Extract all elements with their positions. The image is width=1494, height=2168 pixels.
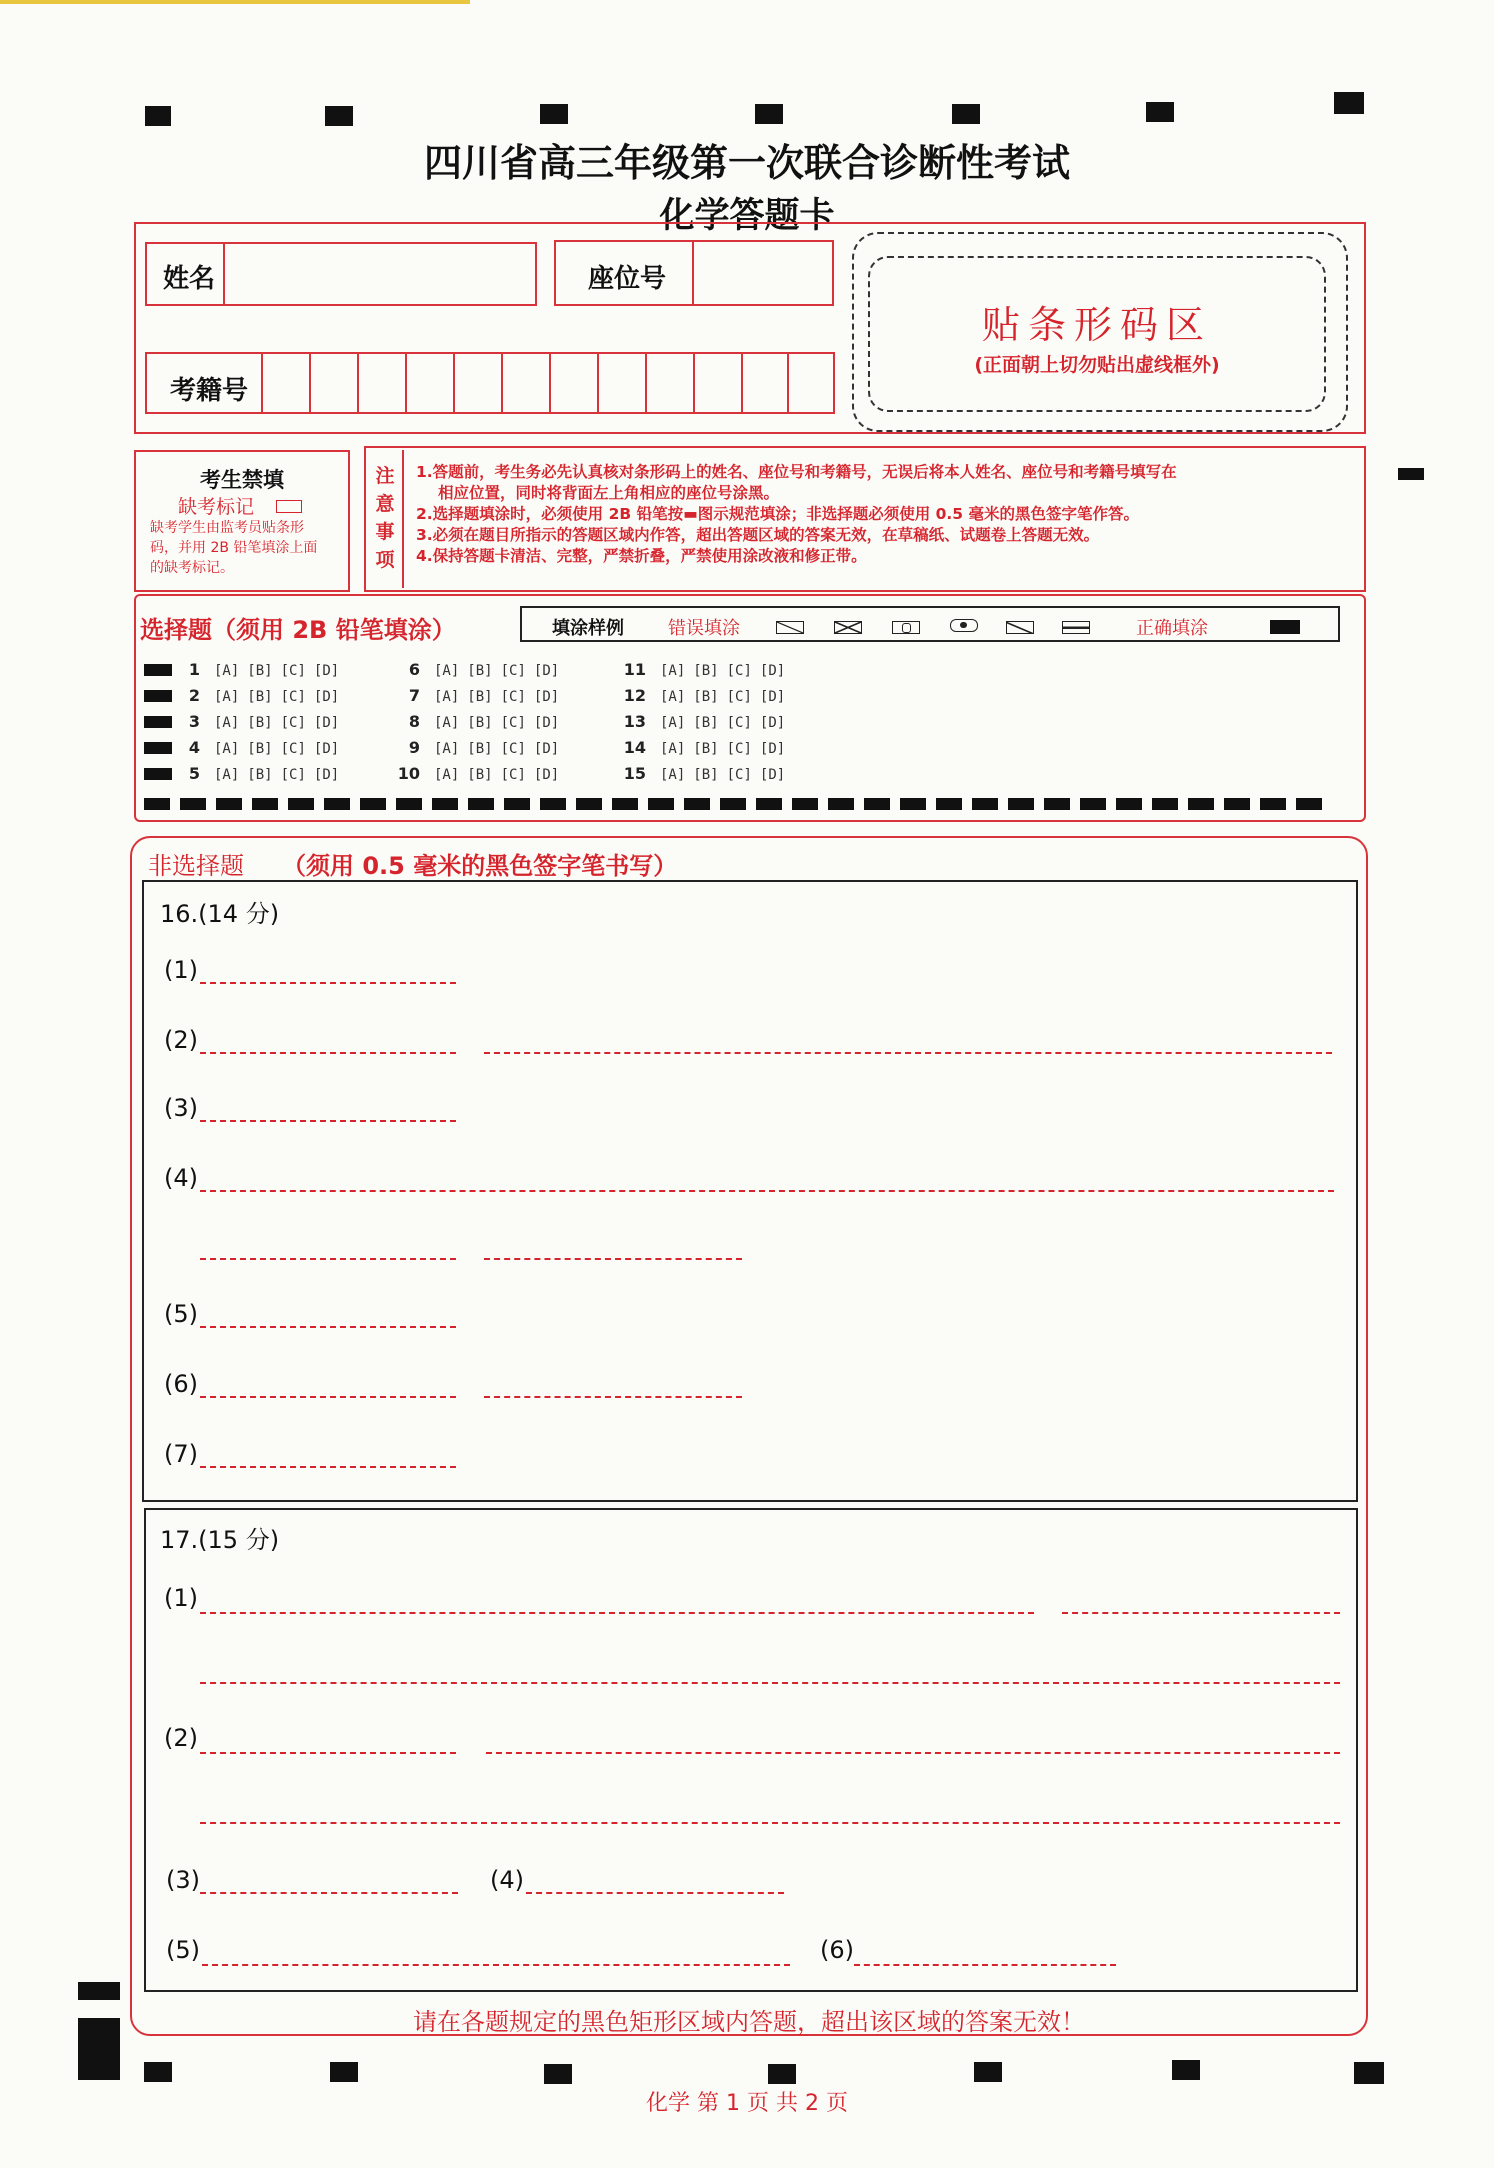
notice-label: 注 意 事 项 <box>375 465 395 571</box>
timing-mark <box>544 2064 572 2084</box>
answer-blank[interactable] <box>200 1258 456 1260</box>
q17-part-label: (6) <box>820 1936 854 1964</box>
nonmcq-title-note: （须用 0.5 毫米的黑色签字笔书写） <box>282 852 678 880</box>
q17-part-label: (5) <box>166 1936 200 1964</box>
answer-blank[interactable] <box>200 1682 1340 1684</box>
notice-label-divider <box>402 450 404 588</box>
answer-blank[interactable] <box>200 1326 456 1328</box>
mcq-question[interactable]: 9 [A] [B] [C] [D] <box>408 738 560 757</box>
answer-blank[interactable] <box>200 1612 1034 1614</box>
mcq-question[interactable]: 8 [A] [B] [C] [D] <box>408 712 560 731</box>
answer-area-warning: 请在各题规定的黑色矩形区域内答题，超出该区域的答案无效！ <box>413 2008 1085 2036</box>
absent-title: 考生禁填 <box>200 468 284 492</box>
mcq-question[interactable]: 4 [A] [B] [C] [D] <box>188 738 340 757</box>
answer-blank[interactable] <box>200 1120 456 1122</box>
wrong-fill-label: 错误填涂 <box>668 618 740 639</box>
mcq-question[interactable]: 5 [A] [B] [C] [D] <box>188 764 340 783</box>
wrong-fill-example-icon <box>834 621 862 634</box>
answer-blank[interactable] <box>200 1396 456 1398</box>
tape-strip <box>0 0 470 4</box>
wrong-fill-example-icon <box>950 619 978 632</box>
q17-part-label: (2) <box>164 1724 198 1752</box>
answer-blank[interactable] <box>526 1892 784 1894</box>
mcq-question[interactable]: 6 [A] [B] [C] [D] <box>408 660 560 679</box>
q17-part-label: (4) <box>490 1866 524 1894</box>
name-label: 姓名 <box>163 264 216 294</box>
absent-mark-label: 缺考标记 <box>178 496 255 518</box>
answer-blank[interactable] <box>854 1964 1116 1966</box>
answer-blank[interactable] <box>200 1190 1334 1192</box>
answer-blank[interactable] <box>486 1752 1340 1754</box>
fill-sample-label: 填涂样例 <box>552 618 624 639</box>
mcq-question[interactable]: 1 [A] [B] [C] [D] <box>188 660 340 679</box>
timing-mark <box>144 2062 172 2082</box>
mcq-question[interactable]: 3 [A] [B] [C] [D] <box>188 712 340 731</box>
answer-blank[interactable] <box>200 1052 456 1054</box>
q17-part-label: (3) <box>166 1866 200 1894</box>
wrong-fill-example-icon <box>1062 621 1090 634</box>
row-mark <box>144 690 172 702</box>
timing-mark <box>145 106 171 126</box>
answer-blank[interactable] <box>200 1752 456 1754</box>
answer-blank[interactable] <box>200 982 456 984</box>
barcode-note: (正面朝上切勿贴出虚线框外) <box>974 354 1220 376</box>
mcq-question[interactable]: 14 [A] [B] [C] [D] <box>623 738 786 757</box>
exam-title: 四川省高三年级第一次联合诊断性考试 <box>423 141 1070 185</box>
answer-blank[interactable] <box>200 1892 458 1894</box>
timing-mark <box>1172 2060 1200 2080</box>
q16-part-label: (5) <box>164 1300 198 1328</box>
answer-blank[interactable] <box>1062 1612 1340 1614</box>
timing-mark <box>1146 102 1174 122</box>
answer-blank[interactable] <box>202 1964 790 1966</box>
absent-mark-box[interactable] <box>276 500 302 513</box>
timing-mark <box>1334 92 1364 114</box>
exam-id-label: 考籍号 <box>170 376 249 406</box>
answer-blank[interactable] <box>484 1052 1332 1054</box>
timing-mark <box>952 104 980 124</box>
q17-title: 17.(15 分) <box>160 1526 280 1554</box>
mcq-question[interactable]: 12 [A] [B] [C] [D] <box>623 686 786 705</box>
right-fill-example-icon <box>1270 620 1300 634</box>
q16-part-label: (1) <box>164 956 198 984</box>
q16-title: 16.(14 分) <box>160 900 280 928</box>
timing-mark <box>540 104 568 124</box>
answer-blank[interactable] <box>200 1822 1340 1824</box>
absent-note: 缺考学生由监考员贴条形 码，并用 2B 铅笔填涂上面 的缺考标记。 <box>150 520 318 576</box>
barcode-title: 贴条形码区 <box>981 303 1212 347</box>
answer-blank[interactable] <box>200 1466 456 1468</box>
q17-answer-area[interactable] <box>144 1508 1358 1992</box>
timing-dash-row <box>144 798 1328 810</box>
fill-sample-box <box>520 606 1340 642</box>
mcq-question[interactable]: 2 [A] [B] [C] [D] <box>188 686 340 705</box>
exam-id-field[interactable] <box>145 352 835 414</box>
mcq-title-note: （须用 2B 铅笔填涂） <box>212 616 456 644</box>
right-fill-label: 正确填涂 <box>1136 618 1208 639</box>
mcq-title: 选择题 <box>140 616 212 644</box>
q16-part-label: (6) <box>164 1370 198 1398</box>
timing-mark <box>325 106 353 126</box>
answer-blank[interactable] <box>484 1396 742 1398</box>
mcq-question[interactable]: 13 [A] [B] [C] [D] <box>623 712 786 731</box>
timing-mark <box>78 2018 120 2080</box>
row-mark <box>144 768 172 780</box>
mcq-question[interactable]: 10 [A] [B] [C] [D] <box>397 764 560 783</box>
row-mark <box>144 664 172 676</box>
answer-blank[interactable] <box>484 1258 742 1260</box>
wrong-fill-example-icon <box>892 621 920 634</box>
timing-mark <box>78 1982 120 2000</box>
timing-mark <box>755 104 783 124</box>
card-subtitle: 化学答题卡 <box>659 196 835 236</box>
page-footer: 化学 第 1 页 共 2 页 <box>646 2091 848 2116</box>
q17-part-label: (1) <box>164 1584 198 1612</box>
timing-mark <box>974 2062 1002 2082</box>
row-mark <box>144 742 172 754</box>
q16-part-label: (4) <box>164 1164 198 1192</box>
wrong-fill-example-icon <box>776 621 804 634</box>
mcq-question[interactable]: 11 [A] [B] [C] [D] <box>623 660 786 679</box>
timing-mark <box>1398 468 1424 480</box>
wrong-fill-example-icon <box>1006 621 1034 634</box>
nonmcq-title: 非选择题 <box>148 852 244 880</box>
row-mark <box>144 716 172 728</box>
notice-text: 1.答题前，考生务必先认真核对条形码上的姓名、座位号和考籍号，无误后将本人姓名、座位号和考籍号填写在 相应位置，同时将背面左上角相应的座位号涂黑。 2.选择题填涂时，必须使用 2B 铅笔按▬图示规范填涂；非选择题必须使用 0.5 毫米的黑色签字笔作答。 3.必须在题目所指示的答题区域内作答，超出答题区域的答案无效，在草稿纸、试题卷上答题无效。 4.保持答题卡清洁、完整，严禁折叠，严禁使用涂改液和修正带。 <box>416 463 1177 565</box>
seat-label: 座位号 <box>588 264 667 294</box>
mcq-question[interactable]: 7 [A] [B] [C] [D] <box>408 686 560 705</box>
timing-mark <box>330 2062 358 2082</box>
q16-part-label: (3) <box>164 1094 198 1122</box>
q16-part-label: (2) <box>164 1026 198 1054</box>
timing-mark <box>1354 2062 1384 2084</box>
timing-mark <box>768 2064 796 2084</box>
q16-part-label: (7) <box>164 1440 198 1468</box>
mcq-question[interactable]: 15 [A] [B] [C] [D] <box>623 764 786 783</box>
